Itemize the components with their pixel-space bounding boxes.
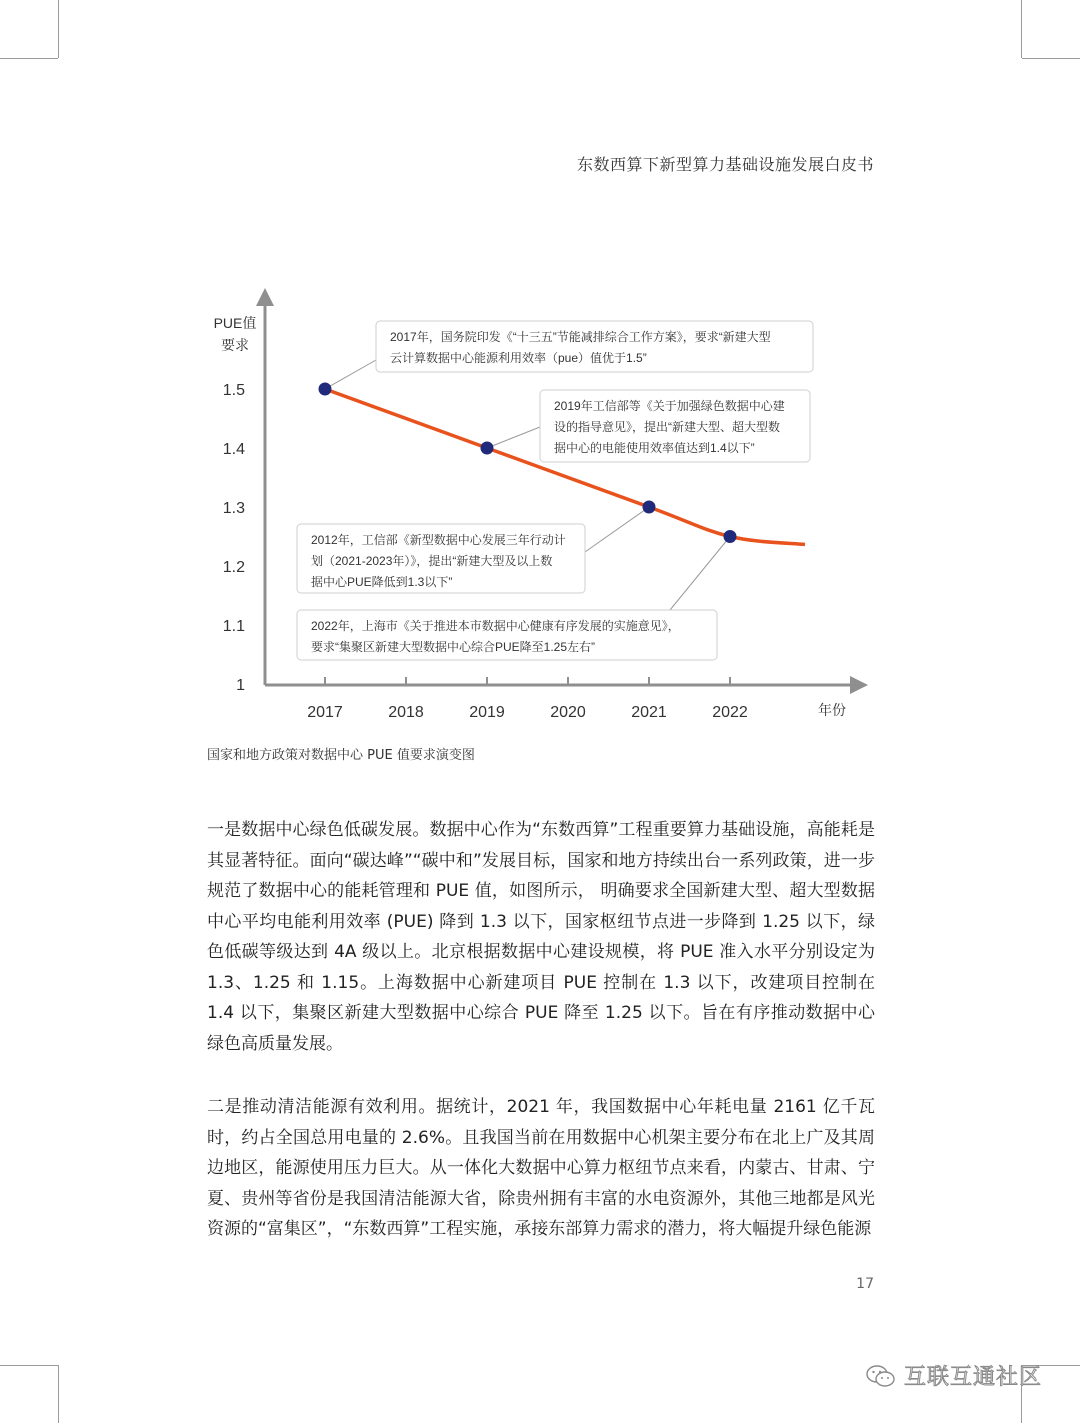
data-point	[319, 383, 332, 396]
y-axis-arrow	[256, 288, 274, 306]
x-tick-label: 2017	[307, 704, 343, 721]
annotation-text: 2022年，上海市《关于推进本市数据中心健康有序发展的实施意见》，	[311, 619, 680, 633]
pue-chart	[190, 282, 890, 732]
crop-mark	[58, 1365, 59, 1423]
crop-mark	[0, 1365, 58, 1366]
running-header: 东数西算下新型算力基础设施发展白皮书	[576, 155, 874, 174]
page-number: 17	[856, 1276, 874, 1292]
x-axis-arrow	[850, 676, 868, 694]
y-tick-label: 1.4	[222, 441, 245, 458]
crop-mark	[0, 58, 58, 59]
annotation-text: 据中心PUE降低到1.3以下”	[311, 575, 453, 589]
y-tick-label: 1	[236, 677, 245, 694]
annotation-text: 据中心的电能使用效率值达到1.4以下”	[554, 441, 755, 455]
paragraph-low-carbon: 一是数据中心绿色低碳发展。数据中心作为“东数西算”工程重要算力基础设施，高能耗是其显著特征。面向“碳达峰”“碳中和”发展目标，国家和地方持续出台一系列政策，进一步规范了数据中心的能耗管理和 PUE 值，如图所示， 明确要求全国新建大型、超大型数据中心平均电能利用效率 (PUE) 降到 1.3 以下，国家枢纽节点进一步降到 1.25 以下，绿色低碳等级达到 4A 级以上。北京根据数据中心建设规模，将 PUE 准入水平分别设定为 1.3、1.25 和 1.15。上海数据中心新建项目 PUE 控制在 1.3 以下，改建项目控制在 1.4 以下，集聚区新建大型数据中心综合 PUE 降至 1.25 以下。旨在有序推动数据中心绿色高质量发展。	[207, 820, 875, 1054]
annotation-text: 2012年，工信部《新型数据中心发展三年行动计	[311, 533, 566, 547]
annotation-text: 设的指导意见》，提出“新建大型、超大型数	[554, 420, 780, 434]
annotation-leader	[585, 507, 649, 552]
crop-mark	[1022, 58, 1080, 59]
paragraph-clean-energy: 二是推动清洁能源有效利用。据统计，2021 年，我国数据中心年耗电量 2161 亿千瓦时，约占全国总用电量的 2.6%。且我国当前在用数据中心机架主要分布在北上广及其周边地区，能源使用压力巨大。从一体化大数据中心算力枢纽节点来看，内蒙古、甘肃、宁夏、贵州等省份是我国清洁能源大省，除贵州拥有丰富的水电资源外，其他三地都是风光资源的“富集区”，“东数西算”工程实施，承接东部算力需求的潜力，将大幅提升绿色能源	[207, 1097, 875, 1239]
wechat-icon	[866, 1364, 896, 1388]
annotation-text: 云计算数据中心能源利用效率（pue）值优于1.5”	[390, 351, 647, 365]
annotation-text: 2019年工信部等《关于加强绿色数据中心建	[554, 399, 785, 413]
data-point	[724, 530, 737, 543]
x-axis-label: 年份	[818, 702, 846, 718]
x-tick-label: 2019	[469, 704, 505, 721]
x-tick-label: 2021	[631, 704, 667, 721]
figure-caption: 国家和地方政策对数据中心 PUE 值要求演变图	[207, 748, 475, 763]
y-axis-label: PUE值	[213, 315, 257, 331]
y-tick-label: 1.1	[222, 618, 245, 635]
y-tick-label: 1.5	[222, 382, 245, 399]
y-tick-label: 1.2	[222, 559, 245, 576]
crop-mark	[58, 0, 59, 58]
x-tick-label: 2022	[712, 704, 748, 721]
data-point	[643, 501, 656, 514]
annotation-leader	[487, 427, 540, 448]
watermark-text: 互联互通社区	[903, 1365, 1042, 1390]
annotation-text: 划（2021-2023年）》，提出“新建大型及以上数	[311, 554, 553, 568]
y-axis-label: 要求	[221, 337, 249, 353]
annotation-text: 要求“集聚区新建大型数据中心综合PUE降至1.25左右”	[311, 640, 596, 654]
data-point	[481, 442, 494, 455]
y-tick-label: 1.3	[222, 500, 245, 517]
annotation-leader	[325, 360, 376, 389]
watermark	[866, 1360, 1042, 1391]
x-tick-label: 2020	[550, 704, 586, 721]
annotation-leader	[670, 537, 730, 611]
x-tick-label: 2018	[388, 704, 424, 721]
annotation-text: 2017年，国务院印发《“十三五”节能减排综合工作方案》，要求“新建大型	[390, 330, 771, 344]
crop-mark	[1021, 0, 1022, 58]
